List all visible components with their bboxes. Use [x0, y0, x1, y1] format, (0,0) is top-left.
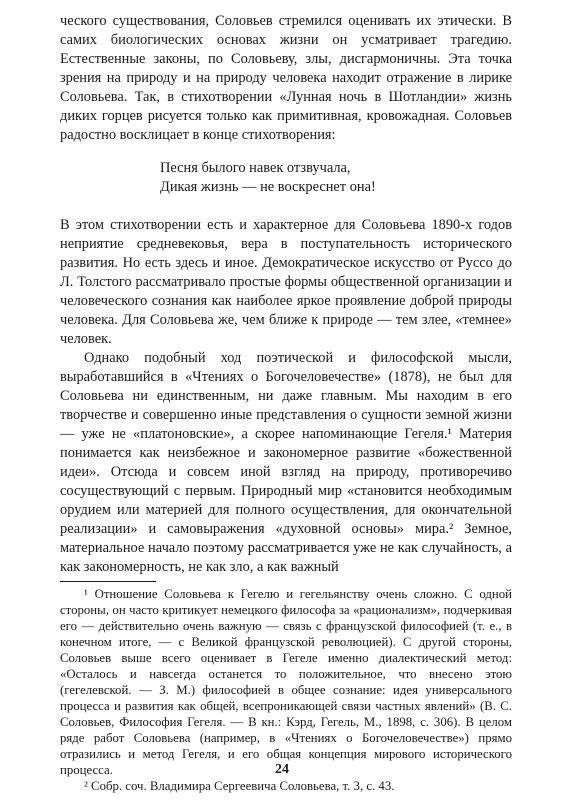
footnote-divider — [60, 581, 156, 582]
paragraph-2: В этом стихотворении есть и характерное для Соловьева 1890-х годов неприятие средневековья, вера в поступательность исторического развития. Но есть здесь и иное. Демократическое искусство от Руссо до Л. Толстого рассматривало простые формы общественной организации и человеческого сознания как наиболее яркое проявление доброй природы человека. Для Соловьева же, чем ближе к природе — тем злее, «темнее» человек. — [60, 217, 512, 347]
main-text — [60, 12, 512, 577]
footnote-2: ² Собр. соч. Владимира Сергеевича Соловьева, т. 3, с. 43. — [84, 779, 395, 793]
verse-line-2: Дикая жизнь — не воскреснет она! — [160, 179, 376, 195]
page-number: 24 — [275, 762, 289, 777]
paragraph-1: ческого существования, Соловьев стремился оценивать их этически. В самих биологических основах жизни он усматривает трагедию. Естественные законы, по Соловьеву, злы, дисгармоничны. Эта точка зрения на природу и на природу человека находит отражение в лирике Соловьева. Так, в стихотворении «Лунная ночь в Шотландии» жизнь диких горцев рисуется только как примитивная, кровожадная. Соловьев радостно восклицает в конце стихотворения: — [60, 13, 512, 143]
verse-line-1: Песня былого навек отзвучала, — [160, 160, 351, 176]
paragraph-3: Однако подобный ход поэтической и философской мысли, выработавшийся в «Чтениях о Богочеловечестве» (1878), не был для Соловьева ни единственным, ни даже главным. Мы находим в его творчестве и совершенно иные представления о сущности земной жизни — уже не «платоновские», а скорее напоминающие Гегеля.¹ Материя понимается как неизбежное и закономерное развитие «божественной идеи». Отсюда и совсем иной взгляд на природу, противоречиво сосуществующий с первым. Природный мир «становится необходимым орудием или материей для полного осуществления, для окончательной реализации» и самовыражения «духовной основы» мира.² Земное, материальное начало поэтому рассматривается уже не как случайность, а как закономерность, не как зло, а как важный — [60, 350, 512, 575]
footnote-1: ¹ Отношение Соловьева к Гегелю и гегельянству очень сложно. С одной стороны, он часто критикует немецкого философа за «рационализм», подчеркивая его — действительно очень важную — связь с французской философией (т. е., в конечном итоге, — с Великой французской революцией). С другой стороны, Соловьев выше всего оценивает в Гегеле именно диалектический метод: «Осталось и навсегда останется то положительное, что внесено этою (гегелевской. — З. М.) философией в общее сознание: идея универсального процесса и развития как общей, всепроникающей связи частных явлений» (В. С. Соловьев, Философия Гегеля. — В кн.: Кэрд, Гегель, М., 1898, с. 306). В целом ряде работ Соловьева (например, в «Чтениях о Богочеловечестве») прямо отразились и метод Гегеля, и его общая концепция мирового исторического процесса. — [60, 587, 512, 777]
page-content — [60, 12, 512, 794]
verse-quote — [160, 159, 512, 197]
